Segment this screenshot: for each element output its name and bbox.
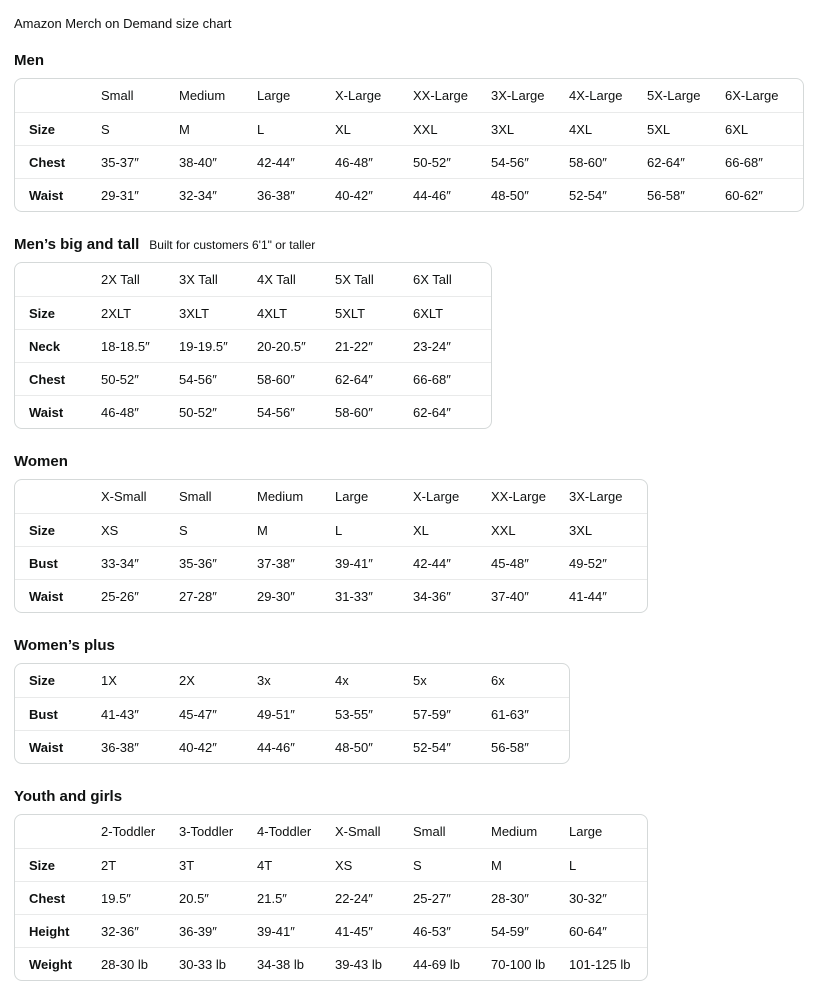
womens-plus-table — [14, 663, 570, 764]
cell-value: 34-36″ — [413, 579, 491, 612]
table-row — [15, 697, 569, 730]
column-header: Medium — [491, 824, 538, 839]
column-header: Large — [569, 824, 603, 839]
cell-value: 3XLT — [179, 296, 257, 329]
cell-value: 18-18.5″ — [101, 329, 179, 362]
cell-value: 27-28″ — [179, 579, 257, 612]
section-heading — [14, 235, 802, 254]
cell-value: 2XLT — [101, 296, 179, 329]
cell-value: 49-51″ — [257, 697, 335, 730]
mens-big-and-tall-table — [14, 262, 492, 429]
cell-value: S — [413, 848, 491, 881]
table-row — [15, 395, 491, 428]
cell-value: 4T — [257, 848, 335, 881]
cell-value: XS — [101, 513, 179, 546]
column-header: X-Small — [101, 489, 147, 504]
cell-value: 101-125 lb — [569, 947, 647, 980]
cell-value: 62-64″ — [335, 362, 413, 395]
cell-value: 42-44″ — [413, 546, 491, 579]
cell-value: 58-60″ — [569, 145, 647, 178]
cell-value: 45-48″ — [491, 546, 569, 579]
column-header: 3-Toddler — [179, 824, 234, 839]
column-header: Small — [101, 88, 134, 103]
cell-value: 39-41″ — [257, 914, 335, 947]
cell-value: 6XLT — [413, 296, 491, 329]
cell-value: 58-60″ — [335, 395, 413, 428]
column-header: 6X-Large — [725, 88, 779, 103]
cell-value: XL — [335, 112, 413, 145]
cell-value: 3x — [257, 673, 271, 688]
section-youth-and-girls — [14, 787, 802, 981]
section-heading-text: Women — [14, 453, 68, 470]
row-label: Size — [29, 673, 56, 688]
men-table — [14, 78, 804, 212]
cell-value: 50-52″ — [101, 362, 179, 395]
cell-value: 41-45″ — [335, 914, 413, 947]
column-header: XX-Large — [413, 88, 468, 103]
cell-value: 56-58″ — [647, 178, 725, 211]
cell-value: 25-27″ — [413, 881, 491, 914]
cell-value: 52-54″ — [413, 730, 491, 763]
row-label: Waist — [15, 178, 101, 211]
cell-value: 3T — [179, 848, 257, 881]
cell-value: 34-38 lb — [257, 947, 335, 980]
cell-value: 6x — [491, 673, 505, 688]
column-header: Large — [257, 88, 291, 103]
row-label: Bust — [15, 697, 101, 730]
column-header: 3X-Large — [491, 88, 545, 103]
row-label: Bust — [15, 546, 101, 579]
row-label: Height — [15, 914, 101, 947]
table-row — [15, 579, 647, 612]
row-label: Chest — [15, 362, 101, 395]
cell-value: XXL — [413, 112, 491, 145]
cell-value: 1X — [101, 673, 117, 688]
cell-value: 25-26″ — [101, 579, 179, 612]
cell-value: L — [569, 848, 647, 881]
cell-value: 54-56″ — [491, 145, 569, 178]
cell-value: M — [257, 513, 335, 546]
section-heading-text: Men — [14, 52, 44, 69]
cell-value: 28-30 lb — [101, 947, 179, 980]
cell-value: 40-42″ — [179, 730, 257, 763]
cell-value: 33-34″ — [101, 546, 179, 579]
row-label: Weight — [15, 947, 101, 980]
section-women — [14, 452, 802, 613]
cell-value: 2X — [179, 673, 195, 688]
column-header: 5X-Large — [647, 88, 701, 103]
cell-value: 29-30″ — [257, 579, 335, 612]
cell-value: 45-47″ — [179, 697, 257, 730]
cell-value: 2T — [101, 848, 179, 881]
cell-value: XS — [335, 848, 413, 881]
cell-value: 5XL — [647, 112, 725, 145]
cell-value: 50-52″ — [413, 145, 491, 178]
column-header: 4X-Large — [569, 88, 623, 103]
women-table — [14, 479, 648, 613]
cell-value: 62-64″ — [647, 145, 725, 178]
section-heading-text: Men’s big and tall — [14, 236, 140, 253]
corner-cell — [15, 79, 101, 112]
corner-cell — [15, 263, 101, 296]
cell-value: 29-31″ — [101, 178, 179, 211]
cell-value: 20-20.5″ — [257, 329, 335, 362]
table-row — [15, 730, 569, 763]
section-womens-plus — [14, 636, 802, 764]
column-header: Medium — [179, 88, 226, 103]
cell-value: 32-36″ — [101, 914, 179, 947]
row-label: Size — [15, 513, 101, 546]
sections — [14, 51, 802, 981]
section-men — [14, 51, 802, 212]
cell-value: 50-52″ — [179, 395, 257, 428]
youth-and-girls-table — [14, 814, 648, 981]
cell-value: 37-40″ — [491, 579, 569, 612]
table-row — [15, 664, 569, 697]
table-row — [15, 145, 803, 178]
cell-value: 19-19.5″ — [179, 329, 257, 362]
cell-value: 46-53″ — [413, 914, 491, 947]
column-header: 4-Toddler — [257, 824, 312, 839]
cell-value: 52-54″ — [569, 178, 647, 211]
table-row — [15, 329, 491, 362]
cell-value: 54-56″ — [257, 395, 335, 428]
row-label: Waist — [15, 730, 101, 763]
cell-value: 22-24″ — [335, 881, 413, 914]
cell-value: 60-62″ — [725, 178, 803, 211]
column-header: 2X Tall — [101, 272, 140, 287]
column-header: Medium — [257, 489, 304, 504]
corner-cell — [15, 480, 101, 513]
cell-value: 62-64″ — [413, 395, 491, 428]
row-label: Size — [15, 112, 101, 145]
cell-value: 70-100 lb — [491, 947, 569, 980]
cell-value: 32-34″ — [179, 178, 257, 211]
column-header: 4X Tall — [257, 272, 296, 287]
row-label: Waist — [15, 395, 101, 428]
cell-value: 60-64″ — [569, 914, 647, 947]
cell-value: S — [101, 112, 179, 145]
cell-value: 41-44″ — [569, 579, 647, 612]
column-header: Large — [335, 489, 369, 504]
cell-value: L — [257, 112, 335, 145]
column-header: 3X-Large — [569, 489, 623, 504]
table-row — [15, 178, 803, 211]
cell-value: 36-39″ — [179, 914, 257, 947]
section-heading-text: Youth and girls — [14, 788, 123, 805]
table-row — [15, 362, 491, 395]
row-label: Chest — [15, 145, 101, 178]
table-row — [15, 881, 647, 914]
table-row — [15, 947, 647, 980]
cell-value: 57-59″ — [413, 697, 491, 730]
cell-value: 48-50″ — [491, 178, 569, 211]
cell-value: 39-41″ — [335, 546, 413, 579]
cell-value: 46-48″ — [101, 395, 179, 428]
column-header: 2-Toddler — [101, 824, 156, 839]
section-mens-big-and-tall — [14, 235, 802, 429]
cell-value: 19.5″ — [101, 881, 179, 914]
column-header-row — [15, 815, 647, 848]
cell-value: 30-33 lb — [179, 947, 257, 980]
section-heading-text: Women’s plus — [14, 637, 115, 654]
cell-value: 4x — [335, 673, 349, 688]
table-row — [15, 546, 647, 579]
column-header: X-Large — [413, 489, 460, 504]
table-row — [15, 112, 803, 145]
cell-value: 44-46″ — [413, 178, 491, 211]
cell-value: 38-40″ — [179, 145, 257, 178]
cell-value: 6XL — [725, 112, 803, 145]
column-header-row — [15, 263, 491, 296]
cell-value: 53-55″ — [335, 697, 413, 730]
cell-value: M — [179, 112, 257, 145]
cell-value: 56-58″ — [491, 730, 569, 763]
cell-value: 54-59″ — [491, 914, 569, 947]
cell-value: 20.5″ — [179, 881, 257, 914]
cell-value: 28-30″ — [491, 881, 569, 914]
table-row — [15, 914, 647, 947]
cell-value: 31-33″ — [335, 579, 413, 612]
cell-value: 3XL — [569, 513, 647, 546]
cell-value: 5XLT — [335, 296, 413, 329]
cell-value: 40-42″ — [335, 178, 413, 211]
row-label: Size — [15, 848, 101, 881]
table-row — [15, 296, 491, 329]
row-label: Waist — [15, 579, 101, 612]
column-header-row — [15, 79, 803, 112]
cell-value: 37-38″ — [257, 546, 335, 579]
cell-value: 4XLT — [257, 296, 335, 329]
cell-value: M — [491, 848, 569, 881]
table-row — [15, 848, 647, 881]
cell-value: 41-43″ — [101, 697, 179, 730]
cell-value: 49-52″ — [569, 546, 647, 579]
cell-value: XXL — [491, 513, 569, 546]
section-heading — [14, 51, 802, 70]
column-header: X-Small — [335, 824, 381, 839]
cell-value: 23-24″ — [413, 329, 491, 362]
column-header: 5X Tall — [335, 272, 374, 287]
cell-value: 3XL — [491, 112, 569, 145]
section-heading-note: Built for customers 6'1" or taller — [149, 238, 316, 252]
cell-value: 44-46″ — [257, 730, 335, 763]
cell-value: 66-68″ — [725, 145, 803, 178]
cell-value: 36-38″ — [101, 730, 179, 763]
column-header: Small — [413, 824, 446, 839]
page-title: Amazon Merch on Demand size chart — [14, 16, 232, 31]
corner-cell — [15, 815, 101, 848]
cell-value: 5x — [413, 673, 427, 688]
cell-value: 66-68″ — [413, 362, 491, 395]
table-row — [15, 513, 647, 546]
section-heading — [14, 787, 802, 806]
column-header-row — [15, 480, 647, 513]
cell-value: 36-38″ — [257, 178, 335, 211]
cell-value: 39-43 lb — [335, 947, 413, 980]
cell-value: 54-56″ — [179, 362, 257, 395]
column-header: XX-Large — [491, 489, 546, 504]
cell-value: XL — [413, 513, 491, 546]
row-label: Size — [15, 296, 101, 329]
row-label: Neck — [15, 329, 101, 362]
column-header: 3X Tall — [179, 272, 218, 287]
cell-value: L — [335, 513, 413, 546]
cell-value: 4XL — [569, 112, 647, 145]
cell-value: S — [179, 513, 257, 546]
section-heading — [14, 452, 802, 471]
column-header: 6X Tall — [413, 272, 452, 287]
cell-value: 58-60″ — [257, 362, 335, 395]
cell-value: 21.5″ — [257, 881, 335, 914]
cell-value: 21-22″ — [335, 329, 413, 362]
cell-value: 61-63″ — [491, 697, 569, 730]
row-label: Chest — [15, 881, 101, 914]
cell-value: 30-32″ — [569, 881, 647, 914]
cell-value: 35-37″ — [101, 145, 179, 178]
cell-value: 42-44″ — [257, 145, 335, 178]
size-chart-page — [14, 16, 802, 981]
column-header: X-Large — [335, 88, 382, 103]
cell-value: 44-69 lb — [413, 947, 491, 980]
cell-value: 46-48″ — [335, 145, 413, 178]
column-header: Small — [179, 489, 212, 504]
cell-value: 48-50″ — [335, 730, 413, 763]
cell-value: 35-36″ — [179, 546, 257, 579]
section-heading — [14, 636, 802, 655]
